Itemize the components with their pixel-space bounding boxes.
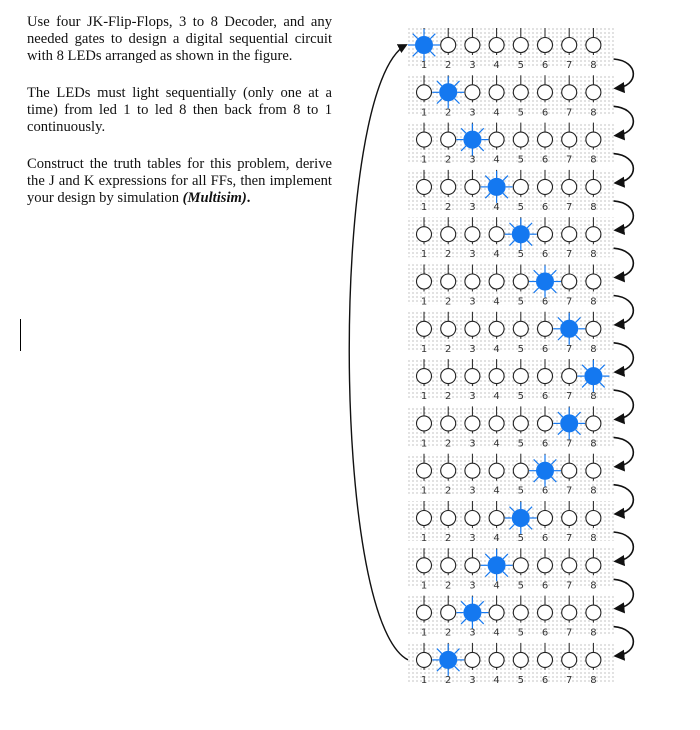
led-number-label: 5 — [517, 343, 524, 355]
led-number-label: 1 — [420, 391, 428, 403]
led-number-label: 1 — [420, 296, 428, 308]
led-number-label: 8 — [590, 343, 597, 355]
led-state-row — [406, 501, 614, 544]
led-rows — [406, 28, 614, 686]
led-number-label: 8 — [590, 674, 597, 686]
paragraph-sequence: The LEDs must light sequentially (only one at a time) from led 1 to led 8 then back from 8 to 1 continuously. — [27, 85, 332, 135]
led-number-label: 3 — [469, 154, 476, 166]
led-number-label: 5 — [517, 249, 524, 261]
led-number-label: 7 — [566, 674, 573, 686]
led-number-label: 2 — [445, 60, 452, 71]
grid-background — [406, 454, 614, 494]
grid-background — [406, 548, 614, 588]
led-number-label: 1 — [420, 107, 428, 119]
led-number-label: 8 — [590, 533, 597, 544]
led-number-label: 8 — [590, 60, 597, 71]
led-number-label: 6 — [541, 154, 549, 166]
led-number-label: 2 — [445, 249, 452, 261]
led-number-label: 3 — [469, 533, 476, 544]
led-number-label: 4 — [493, 533, 500, 544]
led-number-label: 6 — [541, 201, 549, 213]
led-state-row — [406, 123, 614, 166]
led-number-label: 8 — [590, 391, 597, 403]
led-number-label: 4 — [493, 674, 500, 686]
led-number-label: 4 — [493, 343, 500, 355]
led-number-label: 2 — [445, 154, 452, 166]
led-state-row — [406, 75, 614, 118]
led-number-label: 3 — [469, 580, 476, 592]
led-number-label: 8 — [590, 485, 597, 497]
led-number-label: 7 — [566, 154, 573, 166]
grid-background — [406, 312, 614, 352]
led-number-label: 4 — [493, 107, 500, 119]
led-number-label: 8 — [590, 154, 597, 166]
led-number-label: 1 — [420, 154, 428, 166]
grid-background — [406, 596, 614, 636]
next-state-arrow — [614, 59, 634, 88]
led-number-label: 7 — [566, 627, 573, 639]
next-state-arrow — [614, 201, 634, 230]
led-number-label: 2 — [445, 674, 452, 686]
led-number-label: 7 — [566, 249, 573, 261]
led-number-label: 1 — [420, 485, 428, 497]
led-number-label: 1 — [420, 533, 428, 544]
led-number-label: 3 — [469, 343, 476, 355]
led-number-label: 7 — [566, 533, 573, 544]
grid-background — [406, 123, 614, 163]
led-state-row — [406, 596, 614, 639]
led-number-label: 7 — [566, 391, 573, 403]
grid-background — [406, 170, 614, 210]
led-number-label: 6 — [541, 343, 549, 355]
led-number-label: 2 — [445, 533, 452, 544]
grid-background — [406, 406, 614, 446]
led-number-label: 7 — [566, 296, 573, 308]
led-number-label: 7 — [566, 438, 573, 450]
led-number-label: 1 — [420, 343, 428, 355]
led-number-label: 5 — [517, 391, 524, 403]
led-number-label: 3 — [469, 391, 476, 403]
led-number-label: 6 — [541, 627, 549, 639]
led-number-label: 6 — [541, 674, 549, 686]
led-number-label: 8 — [590, 438, 597, 450]
led-number-label: 3 — [469, 249, 476, 261]
led-number-label: 7 — [566, 60, 573, 71]
led-number-label: 4 — [493, 201, 500, 213]
led-number-label: 8 — [590, 201, 597, 213]
led-number-label: 4 — [493, 249, 500, 261]
led-number-label: 5 — [517, 627, 524, 639]
led-number-label: 6 — [541, 249, 549, 261]
led-state-row — [406, 28, 614, 71]
led-number-label: 3 — [469, 296, 476, 308]
led-number-label: 2 — [445, 343, 452, 355]
led-number-label: 6 — [541, 60, 549, 71]
led-number-label: 7 — [566, 485, 573, 497]
led-number-label: 8 — [590, 107, 597, 119]
led-number-label: 2 — [445, 485, 452, 497]
led-number-label: 3 — [469, 674, 476, 686]
led-number-label: 2 — [445, 438, 452, 450]
led-number-label: 6 — [541, 533, 549, 544]
led-number-label: 1 — [420, 580, 428, 592]
led-number-label: 6 — [541, 438, 549, 450]
led-state-row — [406, 265, 614, 308]
led-number-label: 5 — [517, 154, 524, 166]
led-number-label: 7 — [566, 580, 573, 592]
led-state-row — [406, 643, 614, 686]
tasks-text: Construct the truth tables for this problem, derive the J and K expressions for all FFs, then implement your design by simulation — [27, 156, 332, 206]
next-state-arrow — [614, 106, 634, 135]
led-state-row — [406, 359, 614, 402]
led-number-label: 5 — [517, 533, 524, 544]
led-number-label: 6 — [541, 296, 549, 308]
led-number-label: 2 — [445, 296, 452, 308]
next-state-arrow — [614, 579, 634, 608]
grid-background — [406, 265, 614, 305]
led-number-label: 5 — [517, 485, 524, 497]
led-number-label: 4 — [493, 60, 500, 71]
led-number-label: 1 — [420, 249, 428, 261]
led-number-label: 3 — [469, 107, 476, 119]
next-state-arrow — [614, 296, 634, 325]
led-state-row — [406, 217, 614, 260]
next-state-arrow — [614, 248, 634, 277]
led-number-label: 7 — [566, 201, 573, 213]
led-number-label: 7 — [566, 107, 573, 119]
led-number-label: 4 — [493, 438, 500, 450]
next-state-arrow — [614, 343, 634, 372]
led-state-row — [406, 548, 614, 591]
paragraph-requirements: Use four JK-Flip-Flops, 3 to 8 Decoder, and any needed gates to design a digital sequential circuit with 8 LEDs arranged as shown in the figure. — [27, 14, 332, 64]
next-state-arrow — [614, 532, 634, 561]
led-number-label: 5 — [517, 201, 524, 213]
led-number-label: 3 — [469, 627, 476, 639]
led-number-label: 6 — [541, 107, 549, 119]
led-number-label: 5 — [517, 438, 524, 450]
led-number-label: 2 — [445, 391, 452, 403]
led-number-label: 8 — [590, 249, 597, 261]
led-number-label: 3 — [469, 438, 476, 450]
led-number-label: 5 — [517, 674, 524, 686]
led-number-label: 1 — [420, 438, 428, 450]
next-state-arrow — [614, 627, 634, 656]
led-number-label: 3 — [469, 60, 476, 71]
led-number-label: 2 — [445, 580, 452, 592]
next-state-arrow — [614, 485, 634, 514]
return-to-start-arrow — [349, 45, 408, 660]
led-number-label: 2 — [445, 107, 452, 119]
next-state-arrow — [614, 390, 634, 419]
led-number-label: 2 — [445, 627, 452, 639]
led-number-label: 1 — [420, 201, 428, 213]
led-number-label: 4 — [493, 485, 500, 497]
tasks-end: . — [246, 190, 251, 206]
led-number-label: 6 — [541, 580, 549, 592]
led-number-label: 5 — [517, 107, 524, 119]
led-state-row — [406, 312, 614, 355]
led-state-row — [406, 406, 614, 449]
led-number-label: 2 — [445, 201, 452, 213]
led-number-label: 4 — [493, 580, 500, 592]
led-number-label: 3 — [469, 485, 476, 497]
led-number-label: 5 — [517, 60, 524, 71]
next-state-arrow — [614, 437, 634, 466]
led-number-label: 1 — [420, 674, 428, 686]
led-number-label: 7 — [566, 343, 573, 355]
led-number-label: 4 — [493, 296, 500, 308]
led-number-label: 8 — [590, 296, 597, 308]
led-number-label: 4 — [493, 391, 500, 403]
led-number-label: 1 — [420, 60, 428, 71]
led-number-label: 4 — [493, 627, 500, 639]
next-state-arrow — [614, 154, 634, 183]
grid-background — [406, 28, 614, 68]
simulator-name: (Multisim) — [182, 190, 247, 206]
led-state-row — [406, 170, 614, 213]
led-state-row — [406, 454, 614, 497]
led-number-label: 6 — [541, 391, 549, 403]
led-number-label: 1 — [420, 627, 428, 639]
led-number-label: 3 — [469, 201, 476, 213]
led-number-label: 5 — [517, 580, 524, 592]
led-number-label: 5 — [517, 296, 524, 308]
led-number-label: 8 — [590, 580, 597, 592]
led-number-label: 4 — [493, 154, 500, 166]
led-number-label: 8 — [590, 627, 597, 639]
led-number-label: 6 — [541, 485, 549, 497]
